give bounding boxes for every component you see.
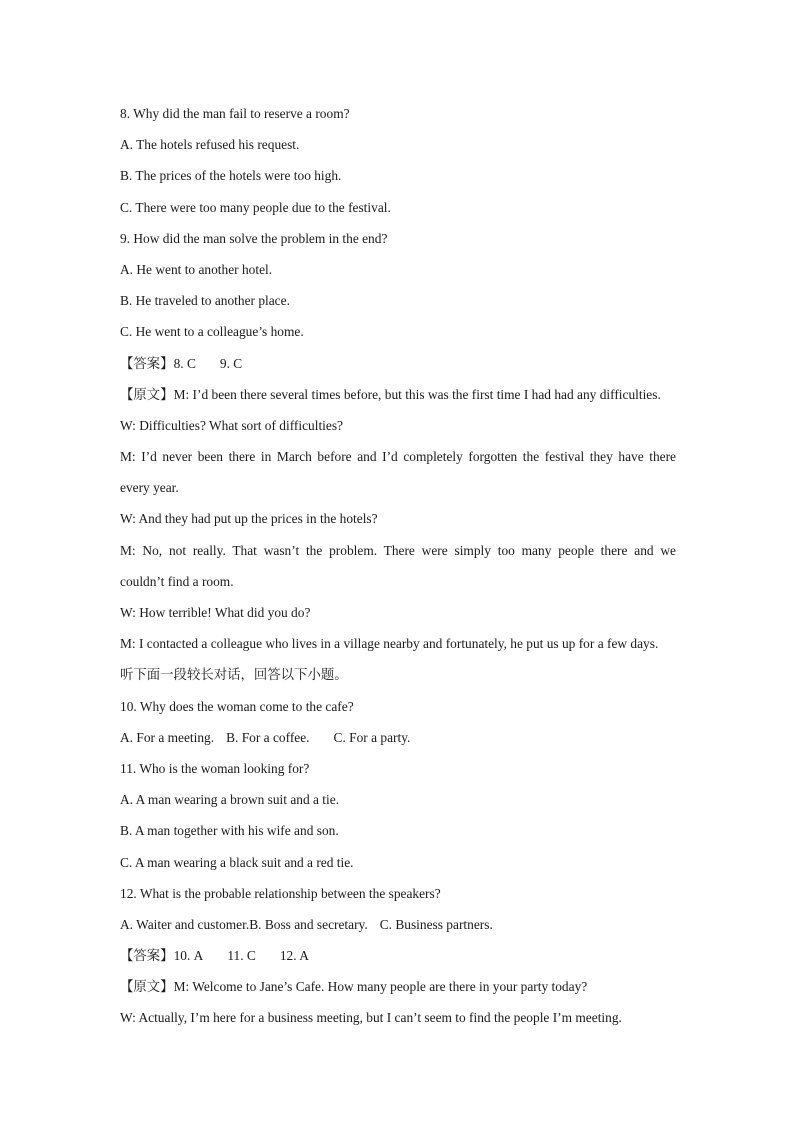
q11-option-a: A. A man wearing a brown suit and a tie. xyxy=(120,792,340,808)
question-12: 12. What is the probable relationship between the speakers? xyxy=(120,885,441,901)
q12-option-c: C. Business partners. xyxy=(379,916,493,932)
answer-8: 8. C xyxy=(173,355,196,371)
page-content xyxy=(120,98,676,1034)
q8-option-c: C. There were too many people due to the festival. xyxy=(120,199,391,215)
transcript-label: 【原文】 xyxy=(120,386,174,402)
answer-9: 9. C xyxy=(219,355,243,371)
q8-option-a: A. The hotels refused his request. xyxy=(120,137,300,153)
q12-option-b: B. Boss and secretary. xyxy=(249,916,368,932)
transcript-1-line-2: W: Difficulties? What sort of difficulties? xyxy=(120,417,343,433)
question-10: 10. Why does the woman come to the cafe? xyxy=(120,698,354,714)
transcript-2-line-1 xyxy=(120,971,676,1002)
transcript-1-line-3: M: I’d never been there in March before and I’d completely forgotten the festival they have there xyxy=(120,449,676,465)
transcript-1-line-4: every year. xyxy=(120,480,179,496)
transcript-1-line-8: W: How terrible! What did you do? xyxy=(120,605,311,620)
transcript-1-text-1: M: I’d been there several times before, but this was the first time I had had any difficulties. xyxy=(173,386,661,402)
question-11: 11. Who is the woman looking for? xyxy=(120,760,310,776)
q10-option-c: C. For a party. xyxy=(333,729,411,745)
answer-10: 10. A xyxy=(173,948,204,964)
answer-11: 11. C xyxy=(227,948,256,964)
transcript-label-2: 【原文】 xyxy=(120,979,174,995)
q9-option-b: B. He traveled to another place. xyxy=(120,293,290,309)
question-8: 8. Why did the man fail to reserve a room? xyxy=(120,106,350,121)
answer-label: 【答案】 xyxy=(120,355,174,371)
transcript-2-text-1: M: Welcome to Jane’s Cafe. How many people are there in your party today? xyxy=(173,979,588,995)
question-9: 9. How did the man solve the problem in the end? xyxy=(120,230,388,246)
answer-line-2 xyxy=(120,940,676,971)
answer-line-1 xyxy=(120,348,676,379)
q11-option-c: C. A man wearing a black suit and a red tie. xyxy=(120,854,354,870)
q9-option-c: C. He went to a colleague’s home. xyxy=(120,324,304,340)
section-instruction: 听下面一段较长对话，回答以下小题。 xyxy=(120,667,348,683)
q9-option-a: A. He went to another hotel. xyxy=(120,261,273,277)
answer-label-2: 【答案】 xyxy=(120,948,174,964)
transcript-1-line-6: M: No, not really. That wasn’t the problem. There were simply too many people there and we xyxy=(120,542,676,558)
transcript-2-line-2: W: Actually, I’m here for a business meeting, but I can’t seem to find the people I’m meeting. xyxy=(120,1010,622,1026)
transcript-1-line-9: M: I contacted a colleague who lives in a village nearby and fortunately, he put us up for a few days. xyxy=(120,636,659,652)
q10-option-b: B. For a coffee. xyxy=(226,729,310,745)
transcript-1-line-5: W: And they had put up the prices in the hotels? xyxy=(120,511,378,527)
q10-options xyxy=(120,722,676,753)
answer-12: 12. A xyxy=(279,948,309,964)
q12-option-a: A. Waiter and customer. xyxy=(120,916,250,932)
transcript-1-line-7: couldn’t find a room. xyxy=(120,573,234,589)
q10-option-a: A. For a meeting. xyxy=(120,729,215,745)
transcript-line-1 xyxy=(120,379,676,410)
q8-option-b: B. The prices of the hotels were too high. xyxy=(120,168,342,184)
q11-option-b: B. A man together with his wife and son. xyxy=(120,823,339,839)
q12-options xyxy=(120,909,676,940)
